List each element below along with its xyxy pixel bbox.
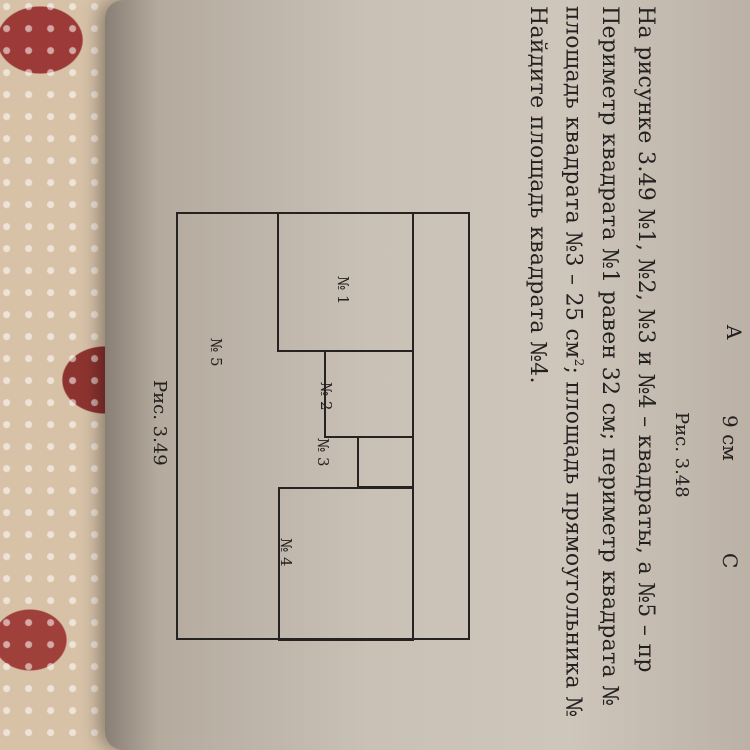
square-3 <box>357 436 414 488</box>
figure-3-49 <box>150 0 750 750</box>
problem-line-1: На рисунке 3.49 №1, №2, №3 и №4 – квадраты, а №5 – пр <box>633 6 658 673</box>
square-4 <box>278 487 414 641</box>
square-4-label: № 4 <box>277 538 295 567</box>
problem-line-4: Найдите площадь квадрата №4. <box>525 6 550 384</box>
problem-line-3a: площадь квадрата №3 – 25 см <box>560 6 586 359</box>
superscript-two: 2 <box>572 358 586 367</box>
figure-3-48-caption: Рис. 3.48 <box>671 412 692 498</box>
rect-5-label: № 5 <box>207 338 225 367</box>
square-1-label: № 1 <box>334 276 352 305</box>
figure-3-49-caption: Рис. 3.49 <box>149 380 170 466</box>
square-2 <box>324 350 414 438</box>
point-c-label: C <box>718 553 742 569</box>
square-2-label: № 2 <box>317 382 335 411</box>
problem-line-2: Периметр квадрата №1 равен 32 см; периметр квадрата № <box>597 6 622 707</box>
dimension-label: 9 см <box>718 415 742 461</box>
point-a-label: A <box>722 325 746 340</box>
problem-line-3b: ; площадь прямоугольника № <box>560 366 586 718</box>
square-3-label: № 3 <box>314 438 332 467</box>
